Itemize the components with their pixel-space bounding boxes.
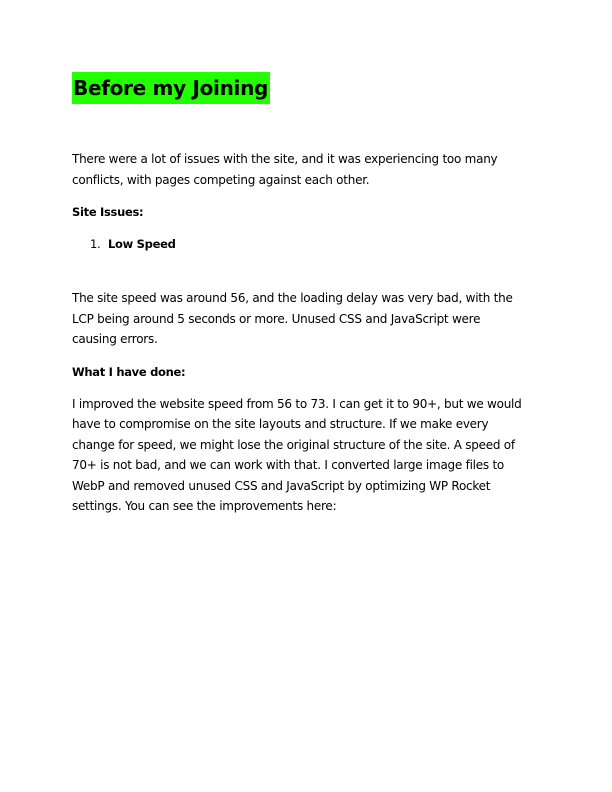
list-item <box>72 234 540 254</box>
site-issues-heading: Site Issues: <box>72 205 144 219</box>
speed-paragraph <box>72 288 540 350</box>
list-item-number: 1. <box>90 237 101 251</box>
speed-line: The site speed was around 56, and the loading delay was very bad, with the <box>72 291 513 305</box>
issues-list <box>72 234 540 254</box>
intro-line: There were a lot of issues with the site, and it was experiencing too many <box>72 152 498 166</box>
speed-line: LCP being around 5 seconds or more. Unused CSS and JavaScript were <box>72 311 481 326</box>
intro-line: conflicts, with pages competing against each other. <box>72 172 370 187</box>
improvements-line: settings. You can see the improvements here: <box>72 499 337 513</box>
improvements-line: 70+ is not bad, and we can work with that. I converted large image files to <box>72 458 505 472</box>
speed-line: causing errors. <box>72 332 158 346</box>
improvements-line: have to compromise on the site layouts and structure. If we make every <box>72 417 489 431</box>
list-item-label: Low Speed <box>108 237 176 251</box>
document-page <box>72 72 540 517</box>
page-title: Before my Joining <box>72 72 270 104</box>
intro-paragraph <box>72 149 540 190</box>
what-i-have-done-heading: What I have done: <box>72 364 186 379</box>
improvements-line: I improved the website speed from 56 to 73. I can get it to 90+, but we would <box>72 396 522 411</box>
improvements-line: WebP and removed unused CSS and JavaScript by optimizing WP Rocket <box>72 478 491 493</box>
improvements-paragraph <box>72 394 540 517</box>
improvements-line: change for speed, we might lose the original structure of the site. A speed of <box>72 437 515 452</box>
